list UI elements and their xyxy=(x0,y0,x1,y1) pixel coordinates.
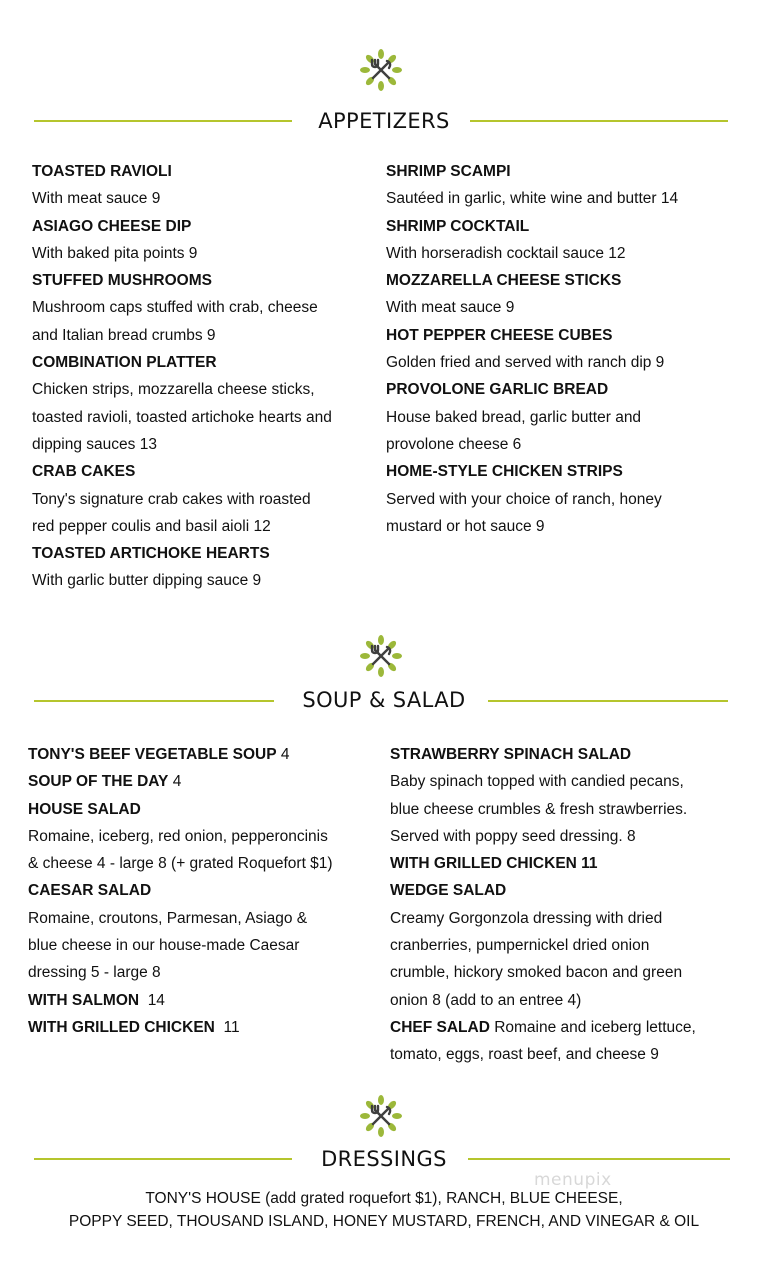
menu-item-name-line xyxy=(386,376,746,403)
dressings-heading: DRESSINGS xyxy=(321,1147,447,1171)
menu-item-description: Golden fried and served with ranch dip 9 xyxy=(386,354,665,372)
menu-item-description: Sautéed in garlic, white wine and butter 14 xyxy=(386,190,679,208)
menu-item-price: 11 xyxy=(214,1018,240,1036)
appetizers-heading: APPETIZERS xyxy=(318,109,450,133)
menu-item-name-line xyxy=(32,458,362,485)
menu-item-description: red pepper coulis and basil aioli 12 xyxy=(32,517,271,535)
menu-item-description: cranberries, pumpernickel dried onion xyxy=(390,937,650,955)
menu-item-name-line xyxy=(32,540,362,567)
menu-item-description: Tony's signature crab cakes with roasted xyxy=(32,490,311,508)
menu-item-name: HOME-STYLE CHICKEN STRIPS xyxy=(386,463,623,481)
menu-item-name-line xyxy=(386,213,746,240)
menu-item-name-line xyxy=(390,1014,750,1041)
menu-item-name: SOUP OF THE DAY xyxy=(28,773,169,791)
menu-item-name-line xyxy=(390,877,750,904)
menu-item-description: Baby spinach topped with candied pecans, xyxy=(390,773,684,791)
menu-item-price: 14 xyxy=(139,991,165,1009)
menu-item-name-line xyxy=(32,213,362,240)
dressings-emblem-icon xyxy=(359,1094,403,1138)
menu-item-description: With baked pita points 9 xyxy=(32,244,198,262)
soup-salad-emblem-icon xyxy=(359,634,403,678)
menu-item-name: CRAB CAKES xyxy=(32,463,136,481)
menu-item-description: mustard or hot sauce 9 xyxy=(386,517,545,535)
menu-item-description: Creamy Gorgonzola dressing with dried xyxy=(390,909,663,927)
menu-item-name-line xyxy=(386,322,746,349)
menu-item-name-line xyxy=(28,987,378,1014)
menu-item-name-line xyxy=(32,349,362,376)
dressings-line-1: TONY'S HOUSE (add grated roquefort $1), RANCH, BLUE CHEESE, xyxy=(145,1190,623,1207)
menu-item-name-line xyxy=(390,850,750,877)
menu-item-description: House baked bread, garlic butter and xyxy=(386,408,642,426)
menu-item-name-line xyxy=(386,458,746,485)
menu-item-name-line xyxy=(32,158,362,185)
menu-item-name-line xyxy=(32,267,362,294)
appetizers-left-column xyxy=(32,158,362,595)
menu-item-description: Romaine, croutons, Parmesan, Asiago & xyxy=(28,909,308,927)
menu-item-name: TOASTED RAVIOLI xyxy=(32,163,172,180)
dressings-line-2: POPPY SEED, THOUSAND ISLAND, HONEY MUSTARD, FRENCH, AND VINEGAR & OIL xyxy=(68,1213,700,1230)
menu-item-name: STRAWBERRY SPINACH SALAD xyxy=(390,746,632,763)
menu-item-description: Served with your choice of ranch, honey xyxy=(386,490,662,508)
menu-item-name: PROVOLONE GARLIC BREAD xyxy=(386,381,609,399)
menu-item-description: dipping sauces 13 xyxy=(32,435,157,453)
menu-item-name-line xyxy=(386,158,746,185)
menu-item-description: crumble, hickory smoked bacon and green xyxy=(390,964,683,982)
menu-item-name: TOASTED ARTICHOKE HEARTS xyxy=(32,545,270,563)
menu-item-name-line xyxy=(28,796,378,823)
menu-item-name-line xyxy=(386,267,746,294)
menu-item-description: blue cheese crumbles & fresh strawberries. xyxy=(390,800,688,818)
appetizers-emblem-icon xyxy=(359,48,403,92)
menu-item-price: 4 xyxy=(276,746,290,763)
menu-item-description: tomato, eggs, roast beef, and cheese 9 xyxy=(390,1046,659,1064)
menu-item-name-line xyxy=(28,768,378,795)
menu-item-name: SHRIMP SCAMPI xyxy=(386,163,511,180)
menu-item-name: MOZZARELLA CHEESE STICKS xyxy=(386,272,622,290)
menu-item-name: ASIAGO CHEESE DIP xyxy=(32,217,192,235)
appetizers-right-column xyxy=(386,158,746,540)
menu-item-name: TONY'S BEEF VEGETABLE SOUP xyxy=(28,746,277,763)
menu-item-name: HOT PEPPER CHEESE CUBES xyxy=(386,326,613,344)
menu-item-name: WITH GRILLED CHICKEN xyxy=(28,1018,215,1036)
menu-item-name: WITH SALMON xyxy=(28,991,140,1009)
menu-item-description: With horseradish cocktail sauce 12 xyxy=(386,244,626,262)
menu-item-name-line xyxy=(390,741,750,768)
menu-item-description: toasted ravioli, toasted artichoke hearts and xyxy=(32,408,332,426)
menu-item-description: dressing 5 - large 8 xyxy=(28,964,161,982)
menu-item-description: provolone cheese 6 xyxy=(386,435,522,453)
menu-item-name-line xyxy=(28,1014,378,1041)
menu-item-name-line xyxy=(28,877,378,904)
menu-item-name: COMBINATION PLATTER xyxy=(32,354,217,372)
menu-item-description: With meat sauce 9 xyxy=(32,190,161,208)
menu-item-name: CAESAR SALAD xyxy=(28,882,152,900)
menu-item-description: Mushroom caps stuffed with crab, cheese xyxy=(32,299,318,317)
soup-salad-right-column xyxy=(390,741,750,1069)
menu-item-description: onion 8 (add to an entree 4) xyxy=(390,991,582,1009)
menu-item-name: WITH GRILLED CHICKEN 11 xyxy=(390,855,598,873)
menu-item-name-line xyxy=(28,741,378,768)
menu-item-price: Romaine and iceberg lettuce, xyxy=(489,1018,696,1036)
menu-item-name: STUFFED MUSHROOMS xyxy=(32,272,212,290)
menu-item-description: Romaine, iceberg, red onion, pepperoncinis xyxy=(28,827,328,845)
menu-item-price: 4 xyxy=(168,773,182,791)
menu-item-description: blue cheese in our house-made Caesar xyxy=(28,937,300,955)
menu-item-name: CHEF SALAD xyxy=(390,1018,490,1036)
soup-salad-heading: SOUP & SALAD xyxy=(302,688,466,712)
menu-item-name: SHRIMP COCKTAIL xyxy=(386,217,530,235)
menu-item-description: With garlic butter dipping sauce 9 xyxy=(32,572,262,590)
watermark: menupix xyxy=(534,1170,612,1190)
menu-item-description: Chicken strips, mozzarella cheese sticks, xyxy=(32,381,315,399)
menu-item-description: With meat sauce 9 xyxy=(386,299,515,317)
dressings-list xyxy=(0,1187,768,1233)
menu-item-description: and Italian bread crumbs 9 xyxy=(32,326,216,344)
menu-item-name: HOUSE SALAD xyxy=(28,800,141,818)
menu-item-name: WEDGE SALAD xyxy=(390,882,507,900)
menu-item-description: Served with poppy seed dressing. 8 xyxy=(390,827,636,845)
menu-item-description: & cheese 4 - large 8 (+ grated Roquefort $1) xyxy=(28,855,333,873)
soup-salad-left-column xyxy=(28,741,378,1041)
